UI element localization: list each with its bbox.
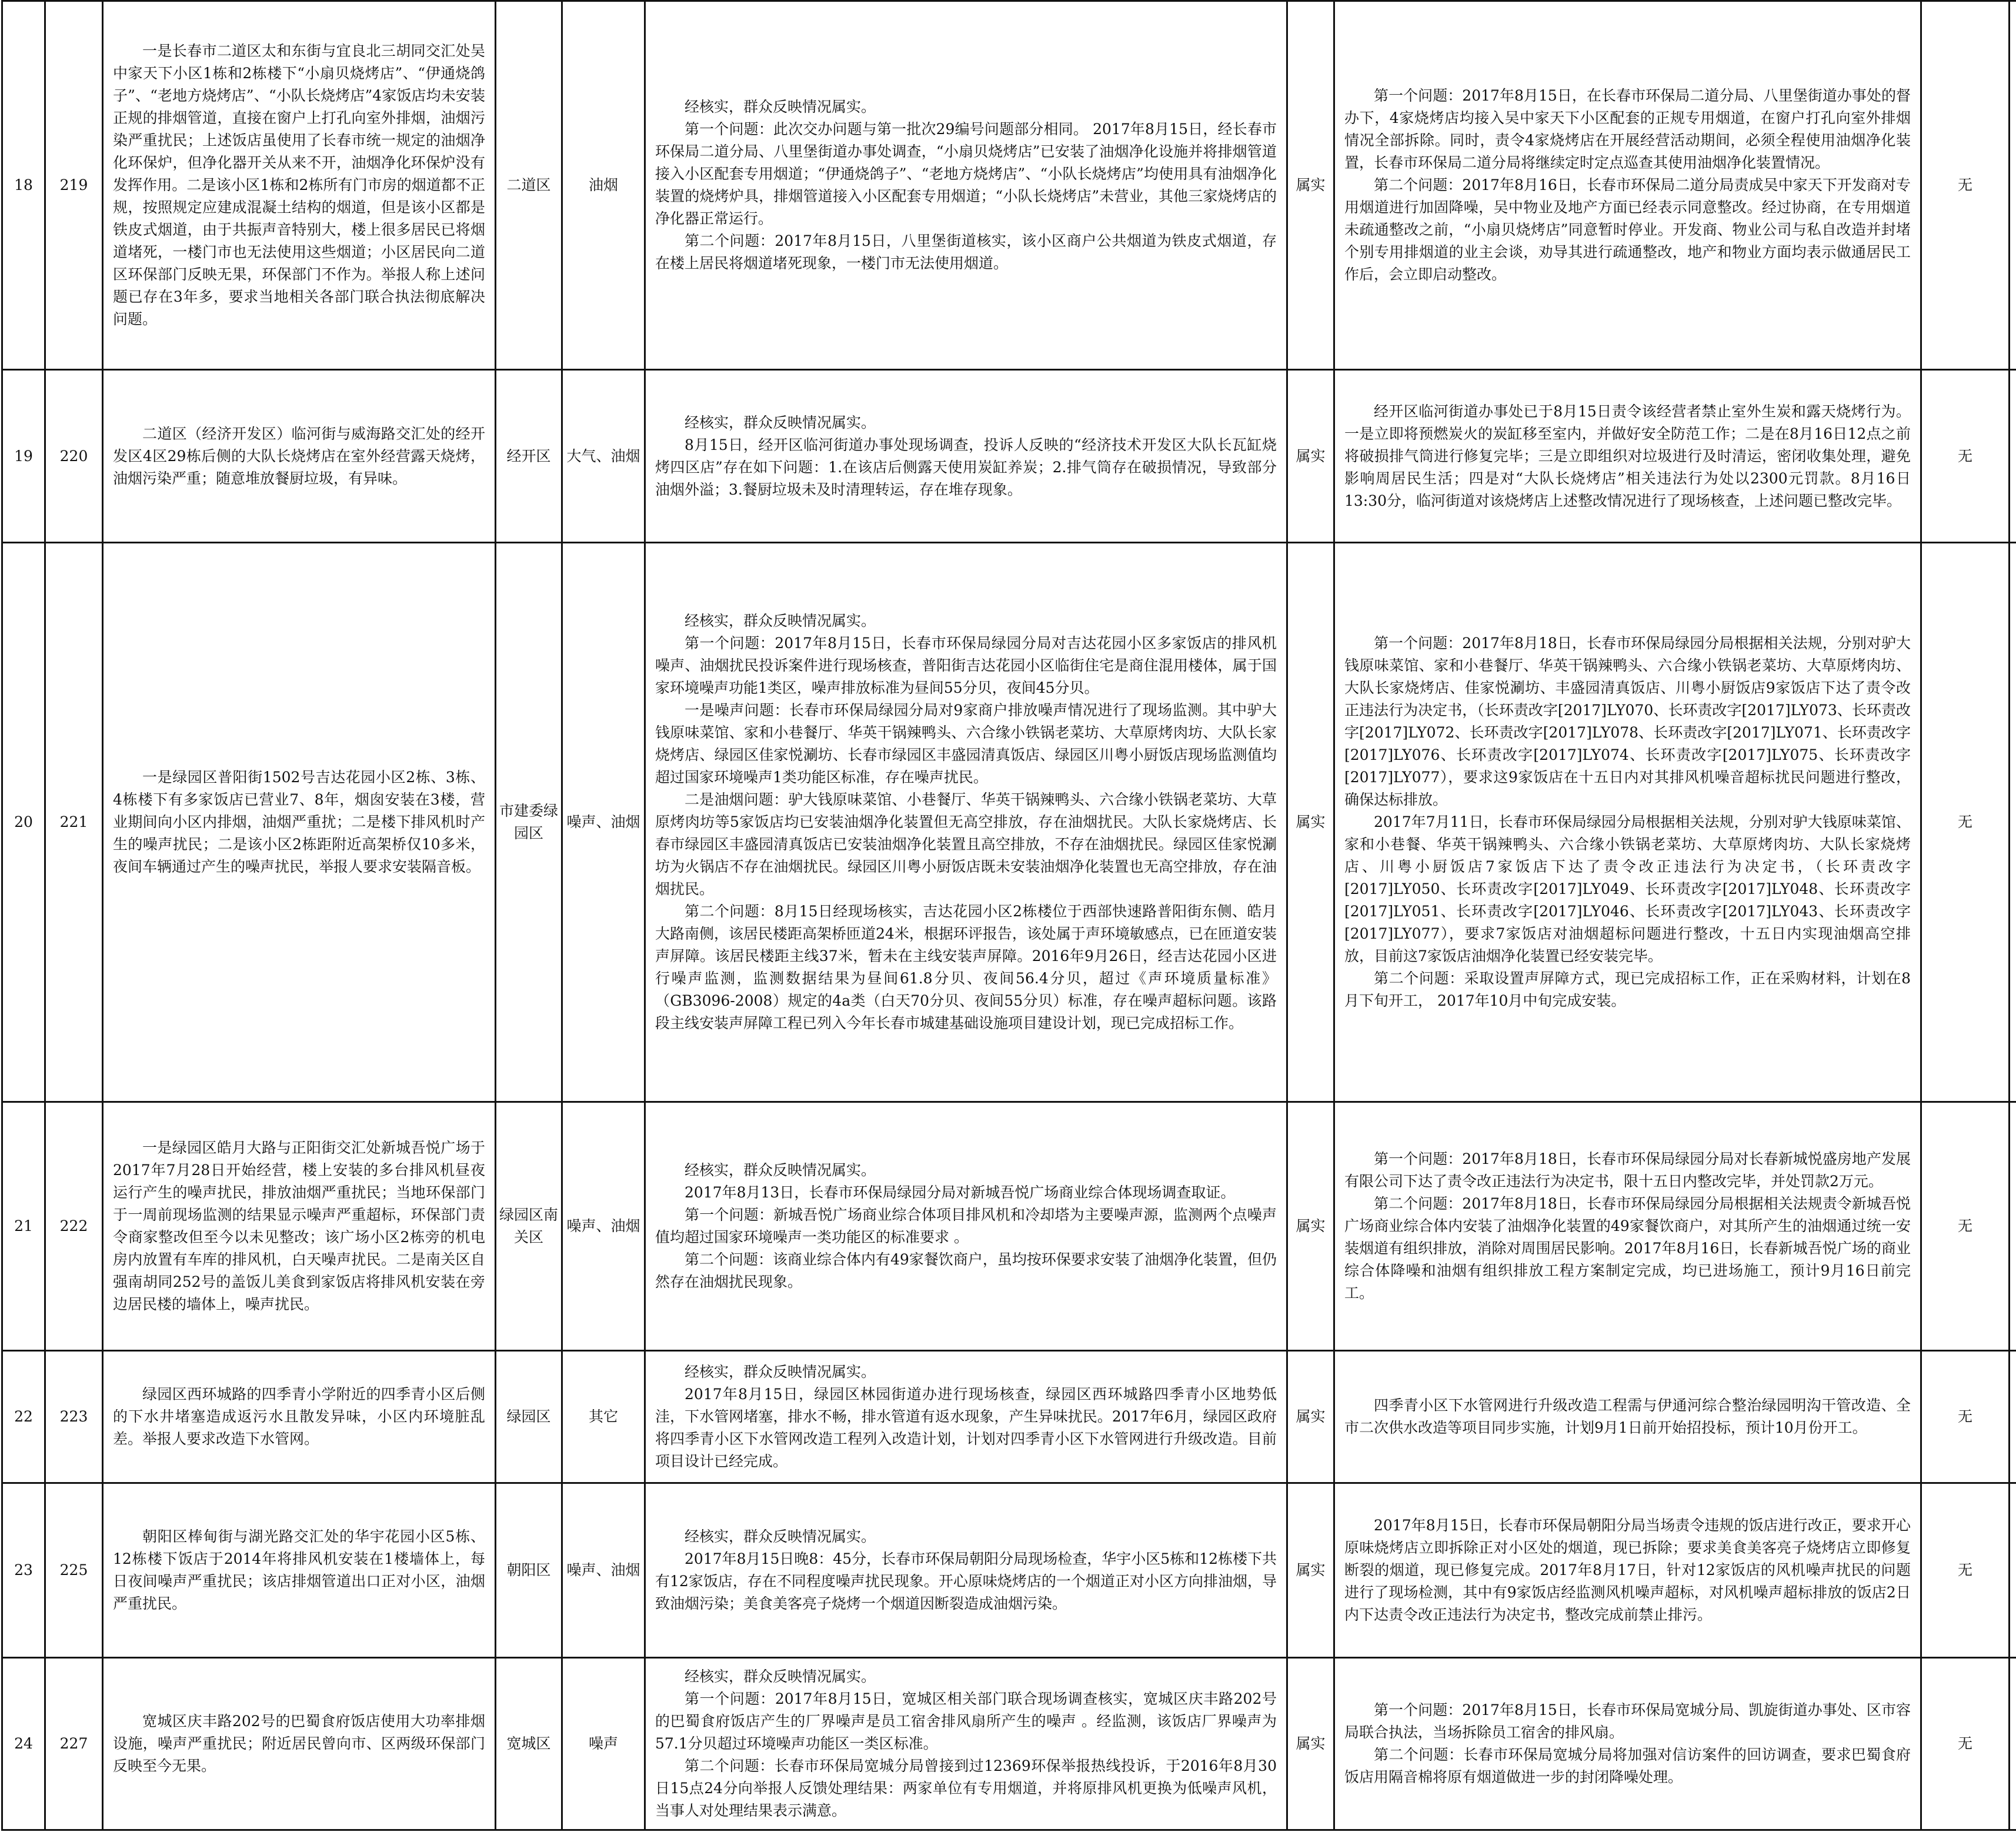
case-id: 221 — [45, 543, 103, 1102]
case-id: 227 — [45, 1658, 103, 1830]
case-id: 220 — [45, 370, 103, 543]
table-row — [2, 1102, 2016, 1351]
complaint-content: 一是绿园区皓月大路与正阳街交汇处新城吾悦广场于2017年7月28日开始经营，楼上安装的多台排风机昼夜运行产生的噪声扰民，排放油烟严重扰民；当地环保部门于一周前现场监测的结果显示噪声严重超标，环保部门责令商家整改但至今以未见整改；该广场小区2栋旁的机电房内放置有车库的排风机，白天噪声扰民。二是南关区自强南胡同252号的盖饭儿美食到家饭店将排风机安装在旁边居民楼的墙体上，噪声扰民。 — [103, 1102, 496, 1351]
pollution-category: 噪声 — [562, 1658, 645, 1830]
table-row — [2, 1, 2016, 370]
complaint-content: 宽城区庆丰路202号的巴蜀食府饭店使用大功率排烟设施，噪声严重扰民；附近居民曾向市、区两级环保部门反映至今无果。 — [103, 1658, 496, 1830]
accountability: 无 — [1921, 1102, 2010, 1351]
verification-result: 属实 — [1287, 370, 1334, 543]
accountability: 无 — [1921, 1, 2010, 370]
table-row — [2, 543, 2016, 1102]
blank-cell — [2010, 370, 2016, 543]
district: 朝阳区 — [496, 1483, 562, 1658]
verification-details: 经核实，群众反映情况属实。 8月15日，经开区临河街道办事处现场调查，投诉人反映的“经济技术开发区大队长瓦缸烧烤四区店”存在如下问题：1.在该店后侧露天使用炭缸养炭；2.排气筒存在破损情况，导致部分油烟外溢；3.餐厨垃圾未及时清理转运，存在堆存现象。 — [645, 370, 1287, 543]
handling-rectification: 四季青小区下水管网进行升级改造工程需与伊通河综合整治绿园明沟干管改造、全市二次供水改造等项目同步实施，计划9月1日前开始招投标，预计10月份开工。 — [1334, 1351, 1921, 1483]
blank-cell — [2010, 1102, 2016, 1351]
complaint-content: 朝阳区棒甸街与湖光路交汇处的华宇花园小区5栋、12栋楼下饭店于2014年将排风机安装在1楼墙体上，每日夜间噪声严重扰民；该店排烟管道出口正对小区，油烟严重扰民。 — [103, 1483, 496, 1658]
district: 二道区 — [496, 1, 562, 370]
district: 宽城区 — [496, 1658, 562, 1830]
handling-rectification: 第一个问题：2017年8月15日，长春市环保局宽城分局、凯旋街道办事处、区市容局联合执法，当场拆除员工宿舍的排风扇。 第二个问题：长春市环保局宽城分局将加强对信访案件的回访调查，要求巴蜀食府饭店用隔音棉将原有烟道做进一步的封闭降噪处理。 — [1334, 1658, 1921, 1830]
handling-rectification: 第一个问题：2017年8月18日，长春市环保局绿园分局根据相关法规，分别对驴大钱原味菜馆、家和小巷餐厅、华英干锅辣鸭头、六合缘小铁锅老菜坊、大草原烤肉坊、大队长家烧烤店、佳家悦涮坊、丰盛园清真饭店、川粤小厨饭店9家饭店下达了责令改正违法行为决定书，（长环责改字[2017]LY070、长环责改字[2017]LY073、长环责改字[2017]LY072、长环责改字[2017]LY078、长环责改字[2017]LY071、长环责改字[2017]LY076、长环责改字[2017]LY074、长环责改字[2017]LY075、长环责改字[2017]LY077），要求这9家饭店在十五日内对其排风机噪音超标扰民问题进行整改，确保达标排放。 2017年7月11日，长春市环保局绿园分局根据相关法规，分别对驴大钱原味菜馆、家和小巷餐、华英干锅辣鸭头、六合缘小铁锅老菜坊、大草原烤肉坊、大队长家烧烤店、川粤小厨饭店7家饭店下达了责令改正违法行为决定书，（长环责改字[2017]LY050、长环责改字[2017]LY049、长环责改字[2017]LY048、长环责改字[2017]LY051、长环责改字[2017]LY046、长环责改字[2017]LY043、长环责改字[2017]LY077），要求7家饭店对油烟超标问题进行整改，十五日内实现油烟高空排放，目前这7家饭店油烟净化装置已经安装完毕。 第二个问题：采取设置声屏障方式，现已完成招标工作，正在采购材料，计划在8月下旬开工， 2017年10月中旬完成安装。 — [1334, 543, 1921, 1102]
blank-cell — [2010, 1483, 2016, 1658]
verification-details: 经核实，群众反映情况属实。 2017年8月13日，长春市环保局绿园分局对新城吾悦广场商业综合体现场调查取证。 第一个问题：新城吾悦广场商业综合体项目排风机和冷却塔为主要噪声源，监测两个点噪声值均超过国家环境噪声一类功能区的标准要求 。 第二个问题：该商业综合体内有49家餐饮商户，虽均按环保要求安装了油烟净化装置，但仍然存在油烟扰民现象。 — [645, 1102, 1287, 1351]
district: 经开区 — [496, 370, 562, 543]
verification-details: 经核实，群众反映情况属实。 2017年8月15日，绿园区林园街道办进行现场核查，绿园区西环城路四季青小区地势低洼，下水管网堵塞，排水不畅，排水管道有返水现象，产生异味扰民。2017年6月，绿园区政府将四季青小区下水管网改造工程列入改造计划，计划对四季青小区下水管网进行升级改造。目前项目设计已经完成。 — [645, 1351, 1287, 1483]
district: 市建委绿园区 — [496, 543, 562, 1102]
case-id: 225 — [45, 1483, 103, 1658]
accountability: 无 — [1921, 370, 2010, 543]
pollution-category: 大气、油烟 — [562, 370, 645, 543]
table-row — [2, 1483, 2016, 1658]
handling-rectification: 经开区临河街道办事处已于8月15日责令该经营者禁止室外生炭和露天烧烤行为。一是立即将预燃炭火的炭缸移至室内，并做好安全防范工作；二是在8月16日12点之前将破损排气筒进行修复完毕；三是立即组织对垃圾进行及时清运，密闭收集处理，避免影响周居民生活；四是对“大队长烧烤店”相关违法行为处以2300元罚款。8月16日13:30分，临河街道对该烧烤店上述整改情况进行了现场核查，上述问题已整改完毕。 — [1334, 370, 1921, 543]
handling-rectification: 2017年8月15日，长春市环保局朝阳分局当场责令违规的饭店进行改正，要求开心原味烧烤店立即拆除正对小区处的烟道，现已拆除；要求美食美客亮子烧烤店立即修复断裂的烟道，现已修复完成。2017年8月17日，针对12家饭店的风机噪声扰民的问题进行了现场检测，其中有9家饭店经监测风机噪声超标，对风机噪声超标排放的饭店2日内下达责令改正违法行为决定书，整改完成前禁止排污。 — [1334, 1483, 1921, 1658]
verification-result: 属实 — [1287, 1483, 1334, 1658]
verification-details: 经核实，群众反映情况属实。 2017年8月15日晚8：45分，长春市环保局朝阳分局现场检查，华宇小区5栋和12栋楼下共有12家饭店，存在不同程度噪声扰民现象。开心原味烧烤店的一个烟道正对小区方向排油烟，导致油烟污染；美食美客亮子烧烤一个烟道因断裂造成油烟污染。 — [645, 1483, 1287, 1658]
table-row — [2, 1658, 2016, 1830]
verification-result: 属实 — [1287, 1351, 1334, 1483]
pollution-category: 其它 — [562, 1351, 645, 1483]
blank-cell — [2010, 1351, 2016, 1483]
case-id: 222 — [45, 1102, 103, 1351]
row-number: 23 — [2, 1483, 45, 1658]
case-id: 219 — [45, 1, 103, 370]
complaint-content: 一是绿园区普阳街1502号吉达花园小区2栋、3栋、4栋楼下有多家饭店已营业7、8年，烟囱安装在3楼，营业期间向小区内排烟，油烟严重扰；二是楼下排风机时产生的噪声扰民；二是该小区2栋距附近高架桥仅10多米，夜间车辆通过产生的噪声扰民，举报人要求安装隔音板。 — [103, 543, 496, 1102]
row-number: 22 — [2, 1351, 45, 1483]
pollution-category: 噪声、油烟 — [562, 1102, 645, 1351]
table-row — [2, 370, 2016, 543]
verification-details: 经核实，群众反映情况属实。 第一个问题：2017年8月15日，长春市环保局绿园分局对吉达花园小区多家饭店的排风机噪声、油烟扰民投诉案件进行现场核查，普阳街吉达花园小区临街住宅是商住混用楼体，属于国家环境噪声功能1类区，噪声排放标准为昼间55分贝，夜间45分贝。 一是噪声问题：长春市环保局绿园分局对9家商户排放噪声情况进行了现场监测。其中驴大钱原味菜馆、家和小巷餐厅、华英干锅辣鸭头、六合缘小铁锅老菜坊、大草原烤肉坊、大队长家烧烤店、绿园区佳家悦涮坊、长春市绿园区丰盛园清真饭店、绿园区川粤小厨饭店现场监测值均超过国家环境噪声1类功能区标准，存在噪声扰民。 二是油烟问题：驴大钱原味菜馆、小巷餐厅、华英干锅辣鸭头、六合缘小铁锅老菜坊、大草原烤肉坊等5家饭店均已安装油烟净化装置但无高空排放，存在油烟扰民。大队长家烧烤店、长春市绿园区丰盛园清真饭店已安装油烟净化装置且高空排放，不存在油烟扰民。绿园区佳家悦涮坊为火锅店不存在油烟扰民。绿园区川粤小厨饭店既未安装油烟净化装置也无高空排放，存在油烟扰民。 第二个问题：8月15日经现场核实，吉达花园小区2栋楼位于西部快速路普阳街东侧、皓月大路南侧，该居民楼距高架桥匝道24米，根据环评报告，该处属于声环境敏感点，已在匝道安装声屏障。该居民楼距主线37米，暂未在主线安装声屏障。2016年9月26日，经吉达花园小区进行噪声监测，监测数据结果为昼间61.8分贝、夜间56.4分贝，超过《声环境质量标准》（GB3096-2008）规定的4a类（白天70分贝、夜间55分贝）标准，存在噪声超标问题。该路段主线安装声屏障工程已列入今年长春市城建基础设施项目建设计划，现已完成招标工作。 — [645, 543, 1287, 1102]
complaint-content: 一是长春市二道区太和东街与宜良北三胡同交汇处吴中家天下小区1栋和2栋楼下“小扇贝烧烤店”、“伊通烧鸽子”、“老地方烧烤店”、“小队长烧烤店”4家饭店均未安装正规的排烟管道，直接在窗户上打孔向室外排烟，油烟污染严重扰民；上述饭店虽使用了长春市统一规定的油烟净化环保炉，但净化器开关从来不开，油烟净化环保炉没有发挥作用。二是该小区1栋和2栋所有门市房的烟道都不正规，按照规定应建成混凝土结构的烟道，但是该小区都是铁皮式烟道，由于共振声音特别大，楼上很多居民已将烟道堵死，一楼门市也无法使用这些烟道；小区居民向二道区环保部门反映无果，环保部门不作为。举报人称上述问题已存在3年多，要求当地相关各部门联合执法彻底解决问题。 — [103, 1, 496, 370]
blank-cell — [2010, 1658, 2016, 1830]
verification-result: 属实 — [1287, 543, 1334, 1102]
verification-details: 经核实，群众反映情况属实。 第一个问题：此次交办问题与第一批次29编号问题部分相同。 2017年8月15日，经长春市环保局二道分局、八里堡街道办事处调查，“小扇贝烧烤店”已安装了油烟净化设施并将排烟管道接入小区配套专用烟道；“伊通烧鸽子”、“老地方烧烤店”、“小队长烧烤店”均使用具有油烟净化装置的烧烤炉具，排烟管道接入小区配套专用烟道；“小队长烧烤店”未营业，其他三家烧烤店的净化器正常运行。 第二个问题：2017年8月15日，八里堡街道核实，该小区商户公共烟道为铁皮式烟道，存在楼上居民将烟道堵死现象，一楼门市无法使用烟道。 — [645, 1, 1287, 370]
district: 绿园区 — [496, 1351, 562, 1483]
verification-result: 属实 — [1287, 1, 1334, 370]
accountability: 无 — [1921, 1351, 2010, 1483]
pollution-category: 噪声、油烟 — [562, 1483, 645, 1658]
row-number: 18 — [2, 1, 45, 370]
row-number: 24 — [2, 1658, 45, 1830]
accountability: 无 — [1921, 1483, 2010, 1658]
verification-details: 经核实，群众反映情况属实。 第一个问题：2017年8月15日，宽城区相关部门联合现场调查核实，宽城区庆丰路202号的巴蜀食府饭店产生的厂界噪声是员工宿舍排风扇所产生的噪声 。经监测，该饭店厂界噪声为57.1分贝超过环境噪声功能区一类区标准。 第二个问题：长春市环保局宽城分局曾接到过12369环保举报热线投诉，于2016年8月30日15点24分向举报人反馈处理结果：两家单位有专用烟道，并将原排风机更换为低噪声风机，当事人对处理结果表示满意。 — [645, 1658, 1287, 1830]
blank-cell — [2010, 1, 2016, 370]
handling-rectification: 第一个问题：2017年8月15日，在长春市环保局二道分局、八里堡街道办事处的督办下，4家烧烤店均接入吴中家天下小区配套的正规专用烟道，在窗户打孔向室外排烟情况全部拆除。同时，责令4家烧烤店在开展经营活动期间，必须全程使用油烟净化装置，长春市环保局二道分局将继续定时定点巡查其使用油烟净化装置情况。 第二个问题：2017年8月16日，长春市环保局二道分局责成吴中家天下开发商对专用烟道进行加固降噪，吴中物业及地产方面已经表示同意整改。经过协商，在专用烟道未疏通整改之前，“小扇贝烧烤店”同意暂时停业。开发商、物业公司与私自改造并封堵个别专用排烟道的业主会谈，劝导其进行疏通整改，地产和物业方面均表示做通居民工作后，会立即启动整改。 — [1334, 1, 1921, 370]
verification-result: 属实 — [1287, 1102, 1334, 1351]
blank-cell — [2010, 543, 2016, 1102]
row-number: 21 — [2, 1102, 45, 1351]
accountability: 无 — [1921, 1658, 2010, 1830]
row-number: 19 — [2, 370, 45, 543]
pollution-category: 油烟 — [562, 1, 645, 370]
complaint-table — [1, 0, 2016, 1831]
case-id: 223 — [45, 1351, 103, 1483]
district: 绿园区南关区 — [496, 1102, 562, 1351]
pollution-category: 噪声、油烟 — [562, 543, 645, 1102]
handling-rectification: 第一个问题：2017年8月18日，长春市环保局绿园分局对长春新城悦盛房地产发展有限公司下达了责令改正违法行为决定书，限十五日内整改完毕，并处罚款2万元。 第二个问题：2017年8月18日，长春市环保局绿园分局根据相关法规责令新城吾悦广场商业综合体内安装了油烟净化装置的49家餐饮商户，对其所产生的油烟通过统一安装烟道有组织排放，消除对周围居民影响。2017年8月16日，长春新城吾悦广场的商业综合体降噪和油烟有组织排放工程方案制定完成，均已进场施工，预计9月16日前完工。 — [1334, 1102, 1921, 1351]
accountability: 无 — [1921, 543, 2010, 1102]
table-row — [2, 1351, 2016, 1483]
complaint-content: 绿园区西环城路的四季青小学附近的四季青小区后侧的下水井堵塞造成返污水且散发异味，小区内环境脏乱差。举报人要求改造下水管网。 — [103, 1351, 496, 1483]
complaint-content: 二道区（经济开发区）临河街与威海路交汇处的经开发区4区29栋后侧的大队长烧烤店在室外经营露天烧烤，油烟污染严重；随意堆放餐厨垃圾，有异味。 — [103, 370, 496, 543]
row-number: 20 — [2, 543, 45, 1102]
verification-result: 属实 — [1287, 1658, 1334, 1830]
table-body — [2, 1, 2016, 1830]
